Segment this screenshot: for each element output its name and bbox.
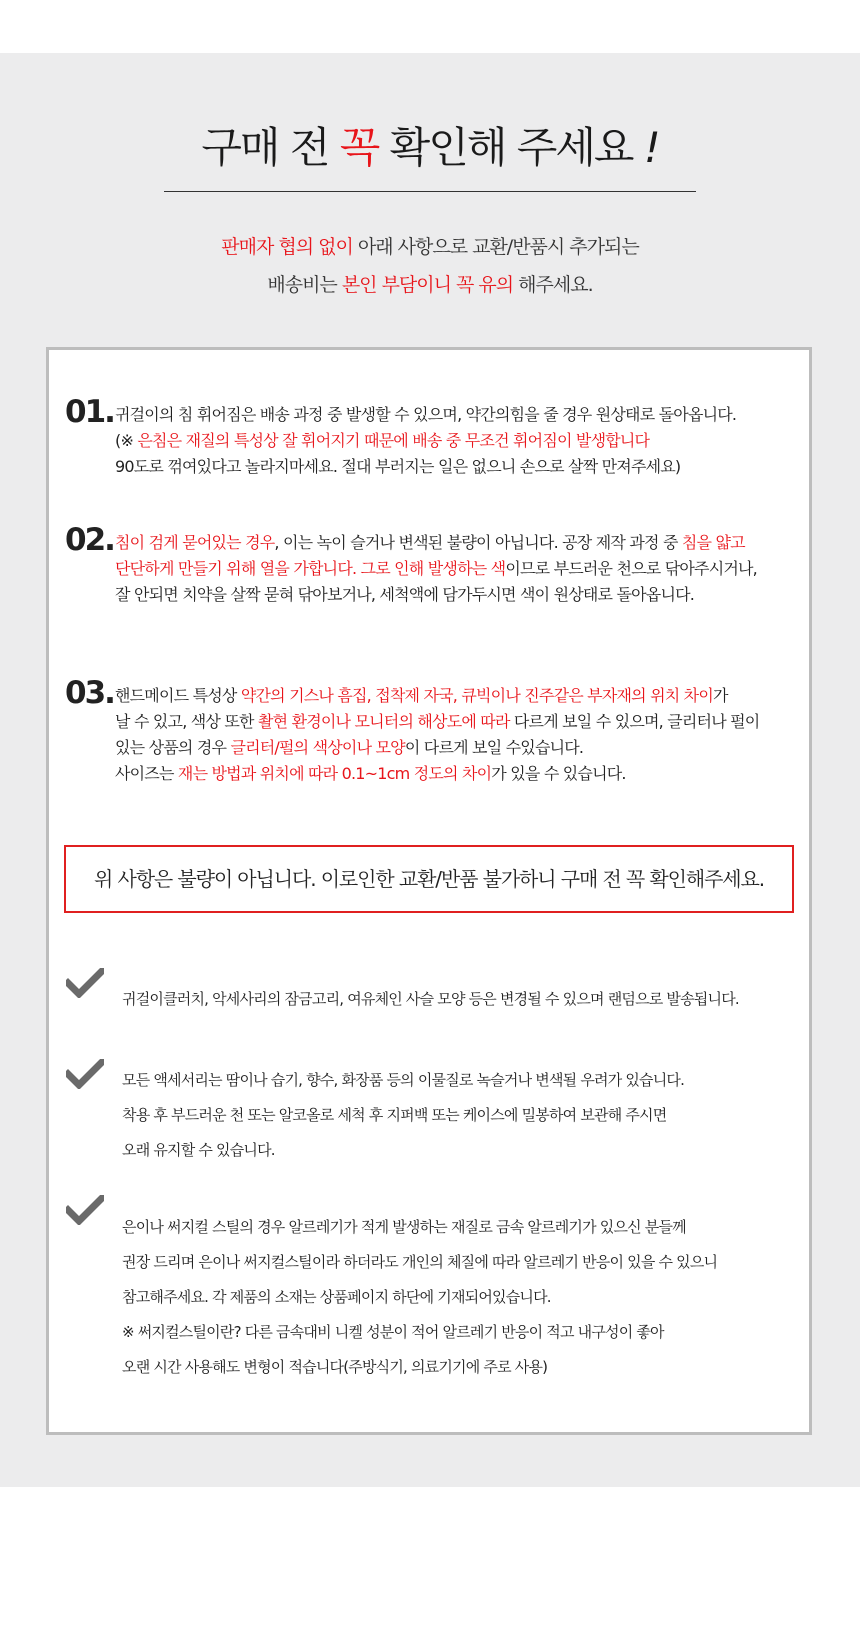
- intro-text: 판매자 협의 없이 아래 사항으로 교환/반품시 추가되는 배송비는 본인 부담이니 꼭 유의 해주세요.: [221, 236, 639, 296]
- check-note-2: 모든 액세서리는 땀이나 습기, 향수, 화장품 등의 이물질로 녹슬거나 변색될 우려가 있습니다. 착용 후 부드러운 천 또는 알코올로 세척 후 지퍼백 또는 케이스에 밀봉하여 보관해 주시면 오래 유지할 수 있습니다.: [122, 1071, 685, 1159]
- check-note-3: 은이나 써지컬 스틸의 경우 알르레기가 적게 발생하는 재질로 금속 알르레기가 있으신 분들께 권장 드리며 은이나 써지컬스틸이라 하더라도 개인의 체질에 따라 알르레기 반응이 있을 수 있으니 참고해주세요. 각 제품의 소재는 상품페이지 하단에 기재되어있습니다. ※ 써지컬스틸이란? 다른 금속대비 니켈 성분이 적어 알르레기 반응이 적고 내구성이 좋아 오랜 시간 사용해도 변형이 적습니다(주방식기, 의료기기에 주로 사용): [122, 1218, 718, 1376]
- title-divider: [164, 191, 696, 192]
- notice-number: 02.: [65, 522, 114, 558]
- check-note-1: 귀걸이클러치, 악세사리의 잠금고리, 여유체인 사슬 모양 등은 변경될 수 있으며 랜덤으로 발송됩니다.: [122, 990, 739, 1008]
- notice-number: 01.: [65, 394, 114, 430]
- title-emphasis: 꼭: [339, 123, 379, 172]
- checkmark-icon: [66, 1059, 104, 1089]
- notice-number: 03.: [65, 675, 114, 711]
- checkmark-icon: [66, 1195, 104, 1225]
- warning-banner: 위 사항은 불량이 아닙니다. 이로인한 교환/반품 불가하니 구매 전 꼭 확인해주세요.: [64, 845, 794, 913]
- checkmark-icon: [66, 968, 104, 998]
- page-title: 구매 전 꼭 확인해 주세요 !: [201, 123, 659, 172]
